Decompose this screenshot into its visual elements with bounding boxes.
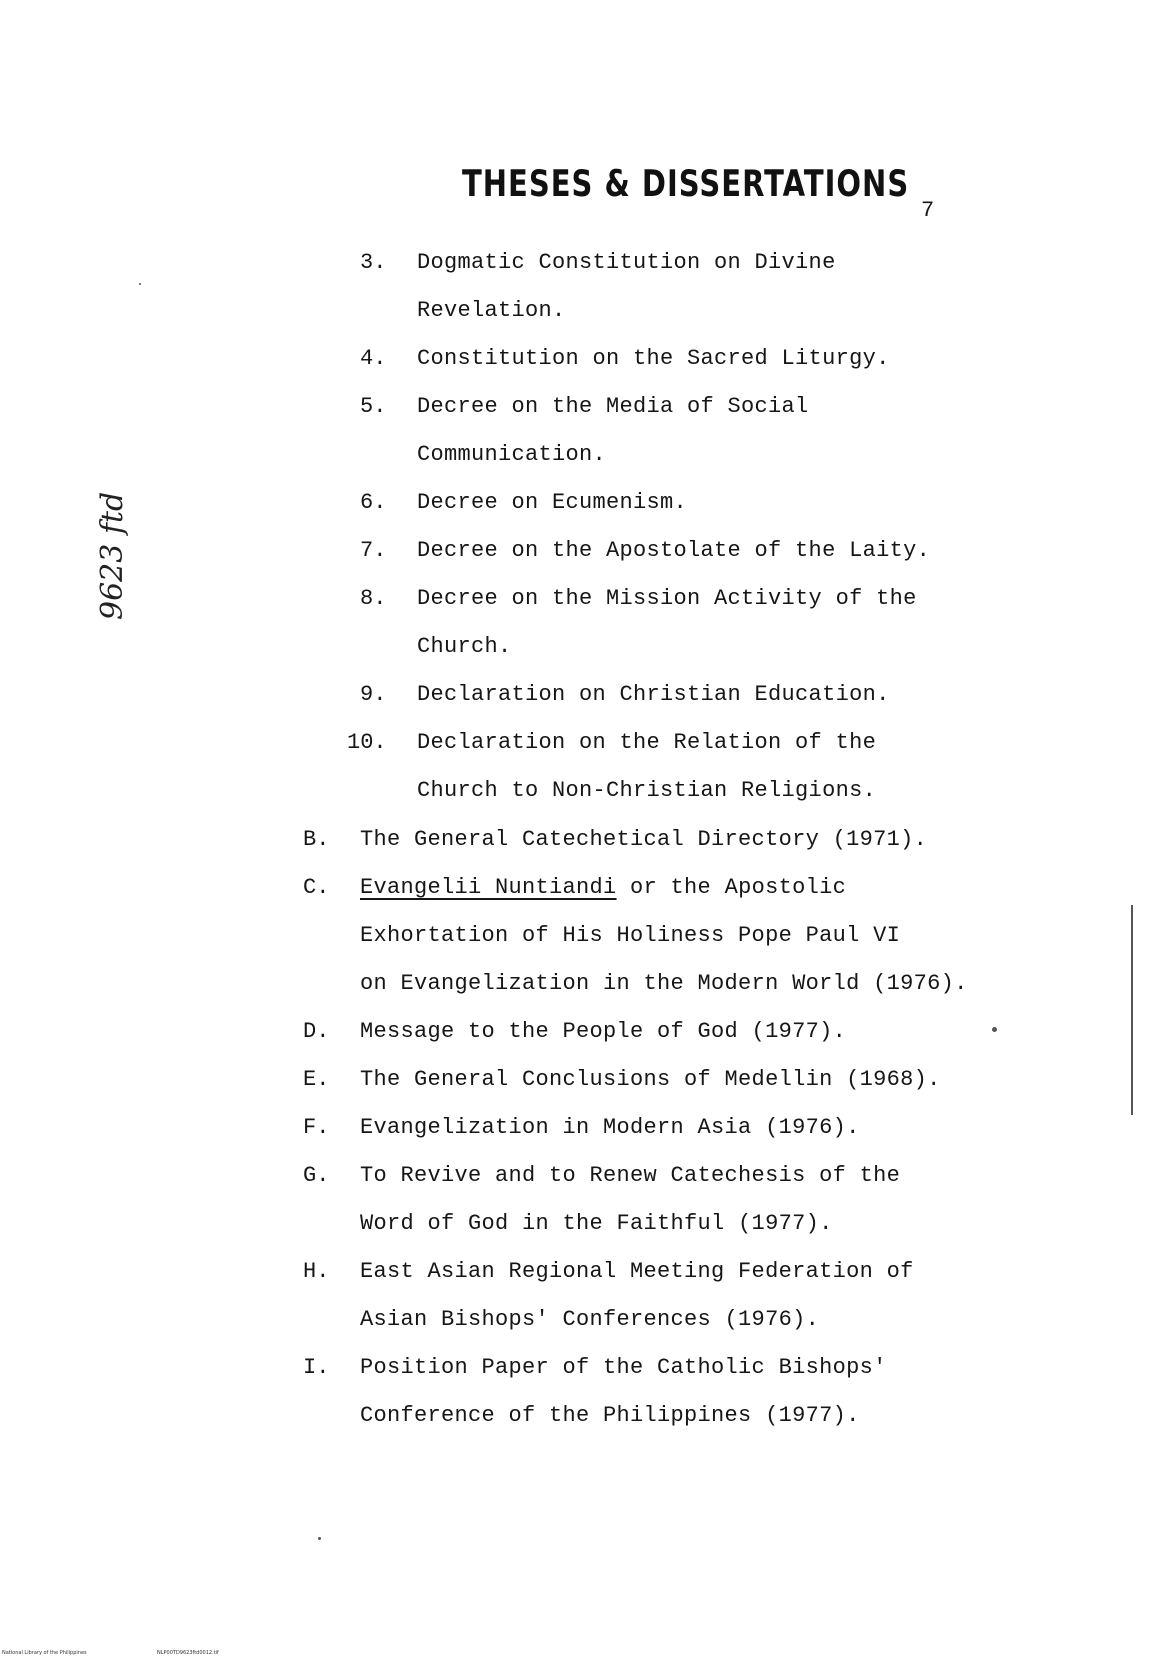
- item-text: Exhortation of His Holiness Pope Paul VI: [360, 923, 901, 948]
- item-text: Position Paper of the Catholic Bishops': [360, 1355, 887, 1380]
- item-label: I.: [303, 1355, 330, 1380]
- item-label: B.: [303, 827, 330, 852]
- item-text: Message to the People of God (1977).: [360, 1019, 847, 1044]
- scan-edge-mark: [1131, 905, 1133, 1115]
- item-text: Decree on the Mission Activity of the: [417, 586, 917, 611]
- item-label: C.: [303, 875, 330, 900]
- item-text: Communication.: [417, 442, 607, 467]
- item-text: Declaration on Christian Education.: [417, 682, 890, 707]
- item-text: Decree on the Media of Social: [417, 394, 809, 419]
- item-label: F.: [303, 1115, 330, 1140]
- item-label: G.: [303, 1163, 330, 1188]
- footer-file-name: NLP00TD9623ftd0012.tif: [157, 1650, 219, 1656]
- item-text: Decree on the Apostolate of the Laity.: [417, 538, 931, 563]
- item-label: E.: [303, 1067, 330, 1092]
- item-text: Revelation.: [417, 298, 566, 323]
- scan-speck: [318, 1537, 321, 1540]
- item-text: The General Conclusions of Medellin (1968).: [360, 1067, 941, 1092]
- theses-dissertations-stamp: THESES & DISSERTATIONS: [462, 162, 910, 205]
- item-label: 4.: [360, 346, 387, 371]
- item-text: Church.: [417, 634, 512, 659]
- item-text: Evangelii Nuntiandi or the Apostolic: [360, 875, 847, 900]
- scan-speck: [139, 283, 141, 285]
- page-number: 7: [921, 198, 935, 223]
- item-text: Constitution on the Sacred Liturgy.: [417, 346, 890, 371]
- item-label: 10.: [347, 730, 387, 755]
- item-text: Church to Non-Christian Religions.: [417, 778, 877, 803]
- item-label: 7.: [360, 538, 387, 563]
- item-text: Evangelization in Modern Asia (1976).: [360, 1115, 860, 1140]
- item-text: Dogmatic Constitution on Divine: [417, 250, 836, 275]
- item-label: 3.: [360, 250, 387, 275]
- handwritten-margin-note: 9623 ftd: [95, 491, 130, 620]
- item-label: D.: [303, 1019, 330, 1044]
- item-text: East Asian Regional Meeting Federation of: [360, 1259, 914, 1284]
- footer-library-name: National Library of the Philippines: [2, 1650, 87, 1656]
- item-text: on Evangelization in the Modern World (1976).: [360, 971, 968, 996]
- item-label: H.: [303, 1259, 330, 1284]
- item-text: To Revive and to Renew Catechesis of the: [360, 1163, 901, 1188]
- item-text: Conference of the Philippines (1977).: [360, 1403, 860, 1428]
- underlined-title: Evangelii Nuntiandi: [360, 875, 617, 900]
- item-text: Decree on Ecumenism.: [417, 490, 688, 515]
- item-label: 6.: [360, 490, 387, 515]
- item-text: The General Catechetical Directory (1971).: [360, 827, 928, 852]
- item-label: 5.: [360, 394, 387, 419]
- scan-speck: [992, 1027, 997, 1032]
- item-label: 8.: [360, 586, 387, 611]
- item-text: Word of God in the Faithful (1977).: [360, 1211, 833, 1236]
- item-label: 9.: [360, 682, 387, 707]
- item-text: Declaration on the Relation of the: [417, 730, 877, 755]
- item-text: Asian Bishops' Conferences (1976).: [360, 1307, 820, 1332]
